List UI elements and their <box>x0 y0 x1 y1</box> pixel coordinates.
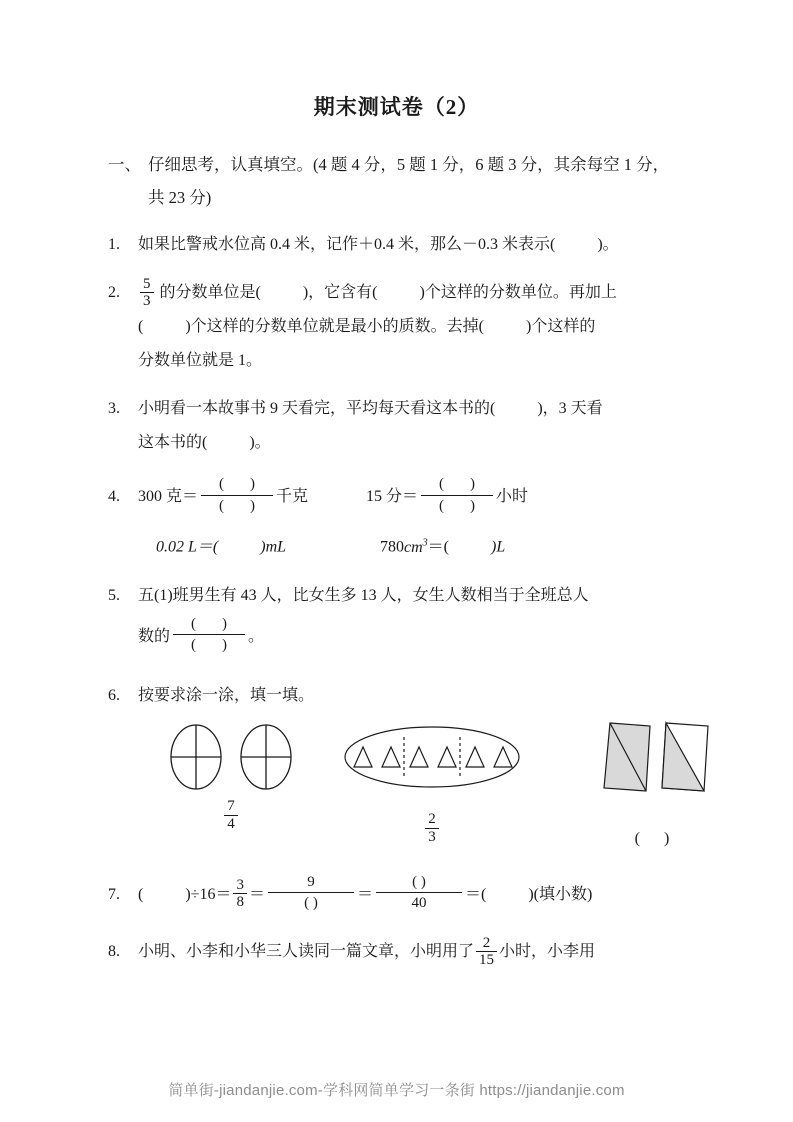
question-4-line-2 <box>138 526 685 564</box>
question-5-number: 5. <box>108 586 120 604</box>
question-2 <box>108 276 685 378</box>
question-4-right-unit: 小时 <box>496 488 529 506</box>
question-7-fraction-3-numerator[interactable]: ( ) <box>412 873 426 890</box>
figure-ellipse-fraction-numerator: 2 <box>428 811 436 828</box>
question-5-fraction[interactable] <box>173 615 245 656</box>
question-7-equals-2: ＝ <box>356 885 373 903</box>
question-1 <box>108 228 685 262</box>
circle-quartered-2[interactable] <box>238 723 294 791</box>
figure-quadrilaterals-answer-blank[interactable]: ( ) <box>634 829 680 847</box>
question-4-left-unit: 千克 <box>276 488 309 506</box>
figure-circles-group <box>168 723 294 833</box>
question-7-fraction-1-denominator: 8 <box>233 893 247 910</box>
question-4-left-fraction[interactable] <box>201 475 273 516</box>
question-7-equals-1: ＝ <box>248 885 265 903</box>
question-5-fraction-numerator[interactable]: ( ) <box>191 615 228 632</box>
question-7 <box>108 873 685 917</box>
question-4-left-label: 300 克＝ <box>138 488 199 506</box>
question-8-fraction <box>476 935 497 968</box>
quadrilateral-left <box>604 723 650 791</box>
question-4-left-fraction-numerator[interactable]: ( ) <box>219 476 256 493</box>
question-5-text-1: 五(1)班男生有 43 人，比女生多 13 人，女生人数相当于全班总人 <box>138 586 589 604</box>
question-4-volume-right-unit: $cm^3$ <box>404 537 428 556</box>
question-7-number: 7. <box>108 885 120 903</box>
question-8-fraction-numerator: 2 <box>482 934 491 951</box>
question-6-prompt: 按要求涂一涂，填一填。 <box>138 686 315 704</box>
quadrilateral-right <box>662 723 708 791</box>
question-7-tail: )(填小数) <box>528 885 593 903</box>
figure-circles-fraction <box>224 798 238 831</box>
page-title: 期末测试卷（2） <box>313 95 480 119</box>
question-7-fraction-1 <box>233 877 247 910</box>
question-8-number: 8. <box>108 942 120 960</box>
question-7-equation-chain <box>138 873 592 917</box>
question-7-divide-16: )÷16＝ <box>185 885 232 903</box>
question-5 <box>108 579 685 661</box>
question-5-fraction-denominator[interactable]: ( ) <box>173 634 245 655</box>
question-1-text-b: )。 <box>597 236 619 254</box>
figure-ellipse-caption <box>343 812 521 846</box>
question-5-text-3: 。 <box>248 627 265 645</box>
question-7-open-paren: ( <box>138 885 144 903</box>
figure-ellipse-fraction-denominator: 3 <box>425 828 439 845</box>
shaded-quadrilaterals[interactable] <box>598 717 716 799</box>
question-4-right-fraction-numerator[interactable]: ( ) <box>439 476 476 493</box>
question-1-text-a: 如果比警戒水位高 0.4 米，记作＋0.4 米，那么－0.3 米表示( <box>138 236 556 254</box>
question-7-fraction-2-denominator[interactable]: ( ) <box>268 892 354 913</box>
question-1-number: 1. <box>108 236 120 254</box>
question-2-text-3: )个这样的分数单位。再加上 <box>419 284 617 302</box>
question-3-text-4: )。 <box>249 434 271 452</box>
question-6-number: 6. <box>108 686 120 704</box>
question-8-text-2: 小时，小李用 <box>499 942 596 960</box>
question-3-line-2 <box>138 426 685 460</box>
ellipse-with-triangles[interactable] <box>343 723 521 791</box>
question-7-fraction-1-numerator: 3 <box>236 877 244 894</box>
question-6 <box>108 679 685 867</box>
question-5-text-2: 数的 <box>138 627 171 645</box>
question-4-right-label: 15 分＝ <box>366 488 419 506</box>
question-7-fraction-2-numerator: 9 <box>307 873 315 890</box>
section-heading <box>108 148 685 214</box>
question-3-number: 3. <box>108 400 120 418</box>
triangle-set <box>354 747 512 767</box>
figure-circles-fraction-denominator: 4 <box>224 815 238 832</box>
question-2-text-2: )，它含有( <box>302 284 378 302</box>
question-4-volume-left-label: 0.02 L＝( <box>156 538 219 556</box>
question-4-right-fraction[interactable] <box>421 475 493 516</box>
question-7-fraction-3-denominator: 40 <box>376 892 462 913</box>
question-2-text-4: ( <box>138 318 144 336</box>
question-2-text-5: )个这样的分数单位就是最小的质数。去掉( <box>185 318 484 336</box>
question-8-fraction-denominator: 15 <box>476 951 497 968</box>
section-heading-text: 仔细思考，认真填空。(4 题 4 分，5 题 1 分，6 题 3 分，其余每空 1 分，共 23 分) <box>148 155 670 208</box>
question-4-right-fraction-denominator[interactable]: ( ) <box>421 495 493 516</box>
question-2-fraction <box>140 276 154 309</box>
question-8 <box>108 935 685 969</box>
question-4-volume-right-eq: ＝( <box>427 538 450 556</box>
circle-pair <box>168 723 294 791</box>
question-3-text-1: 小明看一本故事书 9 天看完，平均每天看这本书的( <box>138 400 496 418</box>
footer-watermark: 简单街-jiandanjie.com-学科网简单学习一条街 https://jiandanjie.com <box>168 1082 625 1099</box>
question-3-text-2: )，3 天看 <box>537 400 603 418</box>
question-4-number: 4. <box>108 488 120 506</box>
question-4-volume-right-value: 780 <box>380 538 405 556</box>
question-3-text-3: 这本书的( <box>138 434 208 452</box>
question-2-fraction-numerator: 5 <box>143 275 151 292</box>
question-2-fraction-denominator: 3 <box>140 292 154 309</box>
question-6-figures <box>138 717 685 867</box>
question-2-text-1: 的分数单位是( <box>159 284 261 302</box>
question-8-text-1: 小明、小李和小华三人读同一篇文章，小明用了 <box>138 942 475 960</box>
question-5-line-2 <box>138 613 685 661</box>
figure-circles-caption <box>168 799 294 833</box>
question-2-line-2 <box>138 310 685 344</box>
circle-quartered-1[interactable] <box>168 723 224 791</box>
figure-ellipse-group <box>343 723 521 846</box>
figure-ellipse-fraction <box>425 811 439 844</box>
question-2-line-3: 分数单位就是 1。 <box>138 352 263 370</box>
question-7-fraction-3[interactable] <box>376 873 462 914</box>
question-4-volume-right-tail: )L <box>491 538 506 556</box>
figure-quadrilaterals-group <box>598 717 716 856</box>
question-4-volume-left-unit: )mL <box>260 538 287 556</box>
question-7-equals-3: ＝( <box>464 885 487 903</box>
question-7-fraction-2[interactable] <box>268 873 354 914</box>
question-4 <box>108 474 685 564</box>
question-2-text-6: )个这样的 <box>526 318 596 336</box>
question-4-left-fraction-denominator[interactable]: ( ) <box>201 495 273 516</box>
question-2-number: 2. <box>108 284 120 302</box>
figure-circles-fraction-numerator: 7 <box>227 798 235 815</box>
section-marker: 一、 <box>108 155 141 175</box>
question-3 <box>108 392 685 460</box>
